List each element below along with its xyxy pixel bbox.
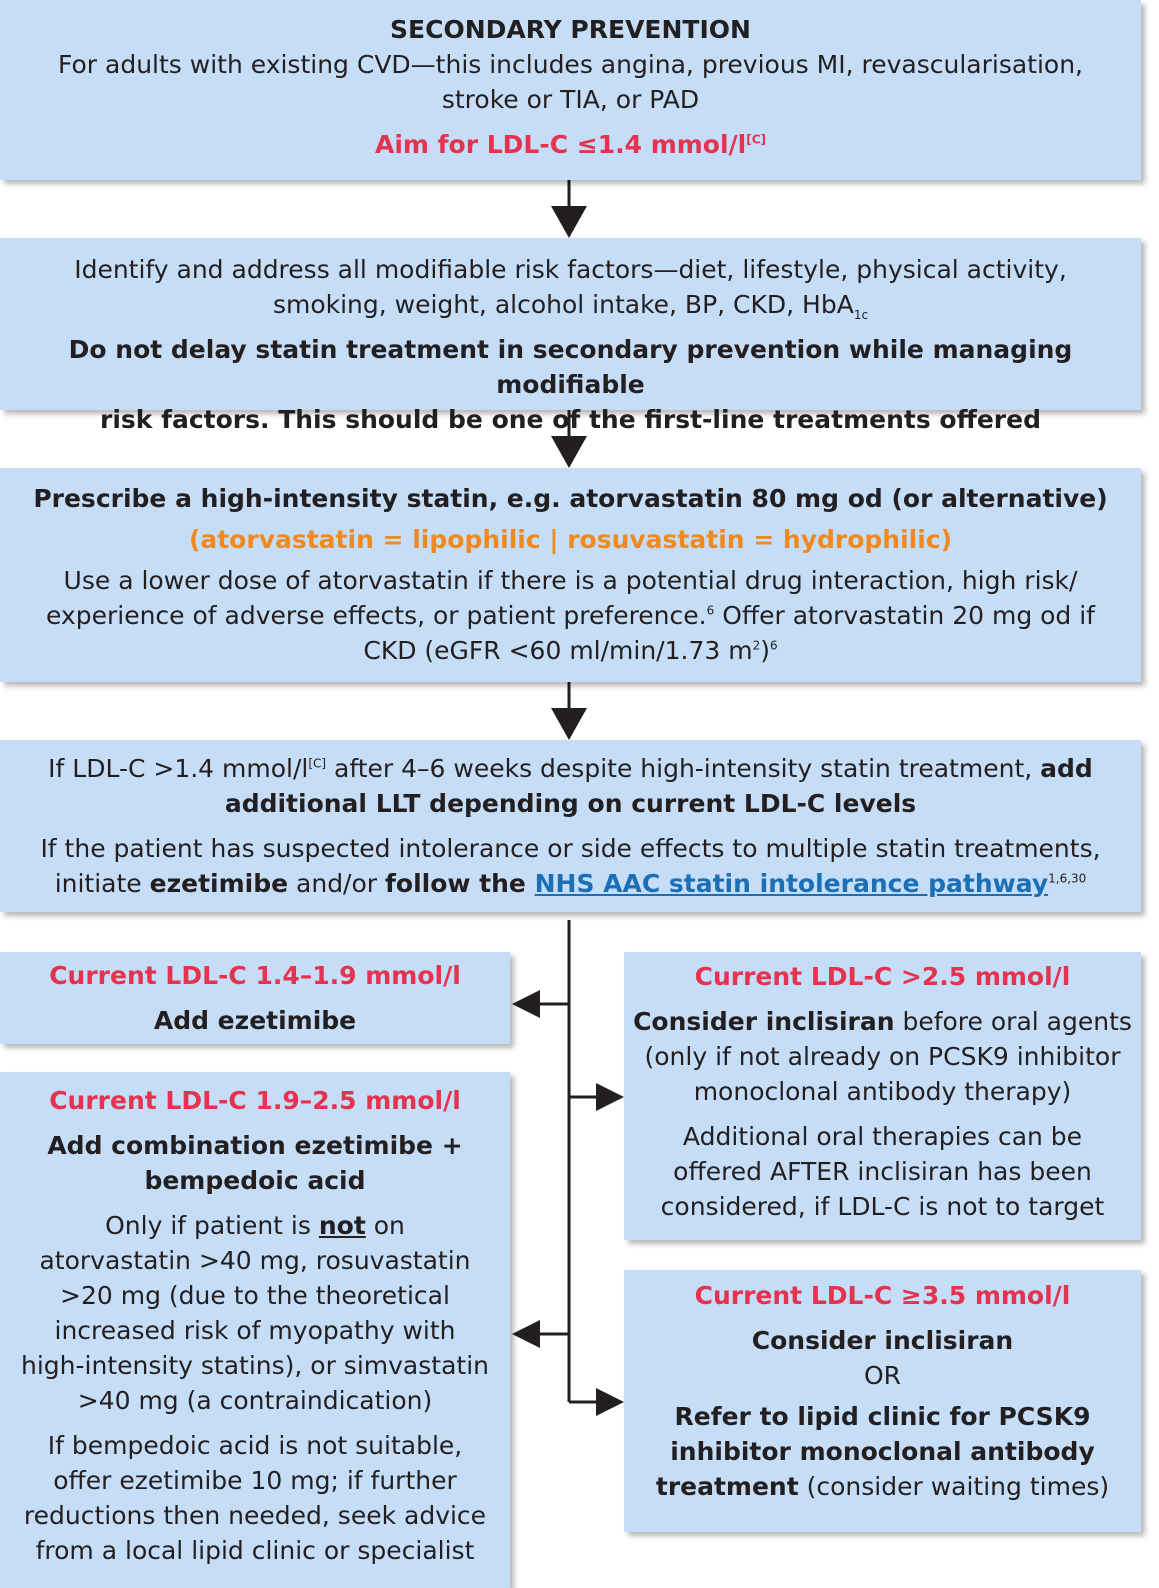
or-label: OR [863, 1361, 902, 1390]
ref-c: [C] [746, 132, 767, 147]
cvd-description-line2: stroke or TIA, or PAD [441, 85, 700, 114]
only-if-line4: increased risk of myopathy with [54, 1316, 456, 1345]
arrow-down-1 [551, 206, 587, 238]
refer-line1: Refer to lipid clinic for PCSK9 [674, 1402, 1091, 1431]
box-ldl-1-4-to-1-9 [0, 952, 510, 1044]
only-if-line5: high-intensity statins), or simvastatin [21, 1351, 489, 1380]
combination-line2: bempedoic acid [144, 1166, 366, 1195]
lower-dose-line2: experience of adverse effects, or patient preference.$^6$ Offer atorvastatin 20 mg od if [45, 601, 1095, 630]
box-risk-factors [0, 238, 1141, 434]
heading-secondary-prevention: SECONDARY PREVENTION [390, 15, 751, 44]
arrow-right-d [596, 1388, 624, 1416]
box-ldl-above-2-5 [624, 952, 1141, 1240]
box-secondary-prevention [0, 0, 1141, 180]
intolerance-line2: initiate ezetimibe and/or follow the NHS AAC statin intolerance pathway$^{1,6,30}$ [54, 869, 1087, 898]
only-if-line2: atorvastatin >40 mg, rosuvastatin [39, 1246, 471, 1275]
bempedoic-line4: from a local lipid clinic or specialist [35, 1536, 475, 1565]
ldl-1-4-to-1-9-heading: Current LDL-C 1.4–1.9 mmol/l [49, 961, 461, 990]
intolerance-line1: If the patient has suspected intolerance or side effects to multiple statin treatments, [40, 834, 1101, 863]
bempedoic-line2: offer ezetimibe 10 mg; if further [53, 1466, 457, 1495]
lower-dose-line3: CKD (eGFR <60 ml/min/1.73 $m^2)^6$ [363, 636, 778, 665]
add-llt-line2: additional LLT depending on current LDL-C levels [224, 789, 917, 818]
nhs-aac-pathway-link[interactable]: NHS AAC statin intolerance pathway [534, 869, 1049, 898]
oral-therapies-line3: considered, if LDL-C is not to target [660, 1192, 1105, 1221]
risk-factors-line2: smoking, weight, alcohol intake, BP, CKD, HbA$_{1c}$ [272, 290, 869, 322]
add-llt-line1: If LDL-C >1.4 mmol/l[C] after 4–6 weeks despite high-intensity statin treatment, add [48, 754, 1093, 783]
box-ldl-3-5-or-above [624, 1270, 1141, 1532]
prescribe-statin: Prescribe a high-intensity statin, e.g. atorvastatin 80 mg od (or alternative) [33, 484, 1108, 513]
risk-factors-line1: Identify and address all modifiable risk factors—diet, lifestyle, physical activity, [74, 255, 1067, 284]
statin-first-line-line2: risk factors. This should be one of the first-line treatments offered [99, 405, 1041, 434]
box-ldl-1-9-to-2-5 [0, 1072, 510, 1588]
oral-therapies-line2: offered AFTER inclisiran has been [673, 1157, 1092, 1186]
consider-inclisiran-line3: monoclonal antibody therapy) [693, 1077, 1072, 1106]
box-high-intensity-statin [0, 468, 1141, 682]
consider-inclisiran-line1: Consider inclisiran before oral agents [633, 1007, 1132, 1036]
arrow-right-c [596, 1083, 624, 1111]
add-ezetimibe: Add ezetimibe [153, 1006, 357, 1035]
only-if-line3: >20 mg (due to the theoretical [60, 1281, 450, 1310]
only-if-line6: >40 mg (a contraindication) [77, 1386, 433, 1415]
arrow-left-b [512, 1320, 540, 1348]
box-add-llt [0, 740, 1141, 912]
arrow-left-a [512, 990, 540, 1018]
only-if-line1: Only if patient is not on [105, 1211, 405, 1240]
ldl-3-5-heading: Current LDL-C ≥3.5 mmol/l [694, 1281, 1071, 1310]
arrow-down-2 [551, 436, 587, 468]
bempedoic-line3: reductions then needed, seek advice [23, 1501, 487, 1530]
consider-inclisiran-line2: (only if not already on PCSK9 inhibitor [644, 1042, 1121, 1071]
ldl-1-9-to-2-5-heading: Current LDL-C 1.9–2.5 mmol/l [49, 1086, 461, 1115]
refer-line3: treatment (consider waiting times) [655, 1472, 1110, 1501]
combination-line1: Add combination ezetimibe + [47, 1131, 463, 1160]
statin-first-line-line1: Do not delay statin treatment in secondary prevention while managing modifiable [68, 335, 1073, 399]
consider-inclisiran: Consider inclisiran [751, 1326, 1014, 1355]
lower-dose-line1: Use a lower dose of atorvastatin if there is a potential drug interaction, high risk/ [63, 566, 1078, 595]
arrow-down-3 [551, 708, 587, 740]
refer-line2: inhibitor monoclonal antibody [670, 1437, 1095, 1466]
ldl-above-2-5-heading: Current LDL-C >2.5 mmol/l [694, 962, 1071, 991]
bempedoic-line1: If bempedoic acid is not suitable, [47, 1431, 463, 1460]
ldl-target: Aim for LDL-C ≤1.4 mmol/l[C] [374, 130, 767, 159]
oral-therapies-line1: Additional oral therapies can be [682, 1122, 1083, 1151]
cvd-description-line1: For adults with existing CVD—this includes angina, previous MI, revascularisation, [58, 50, 1083, 79]
statin-solubility-note: (atorvastatin = lipophilic | rosuvastatin = hydrophilic) [188, 525, 953, 554]
